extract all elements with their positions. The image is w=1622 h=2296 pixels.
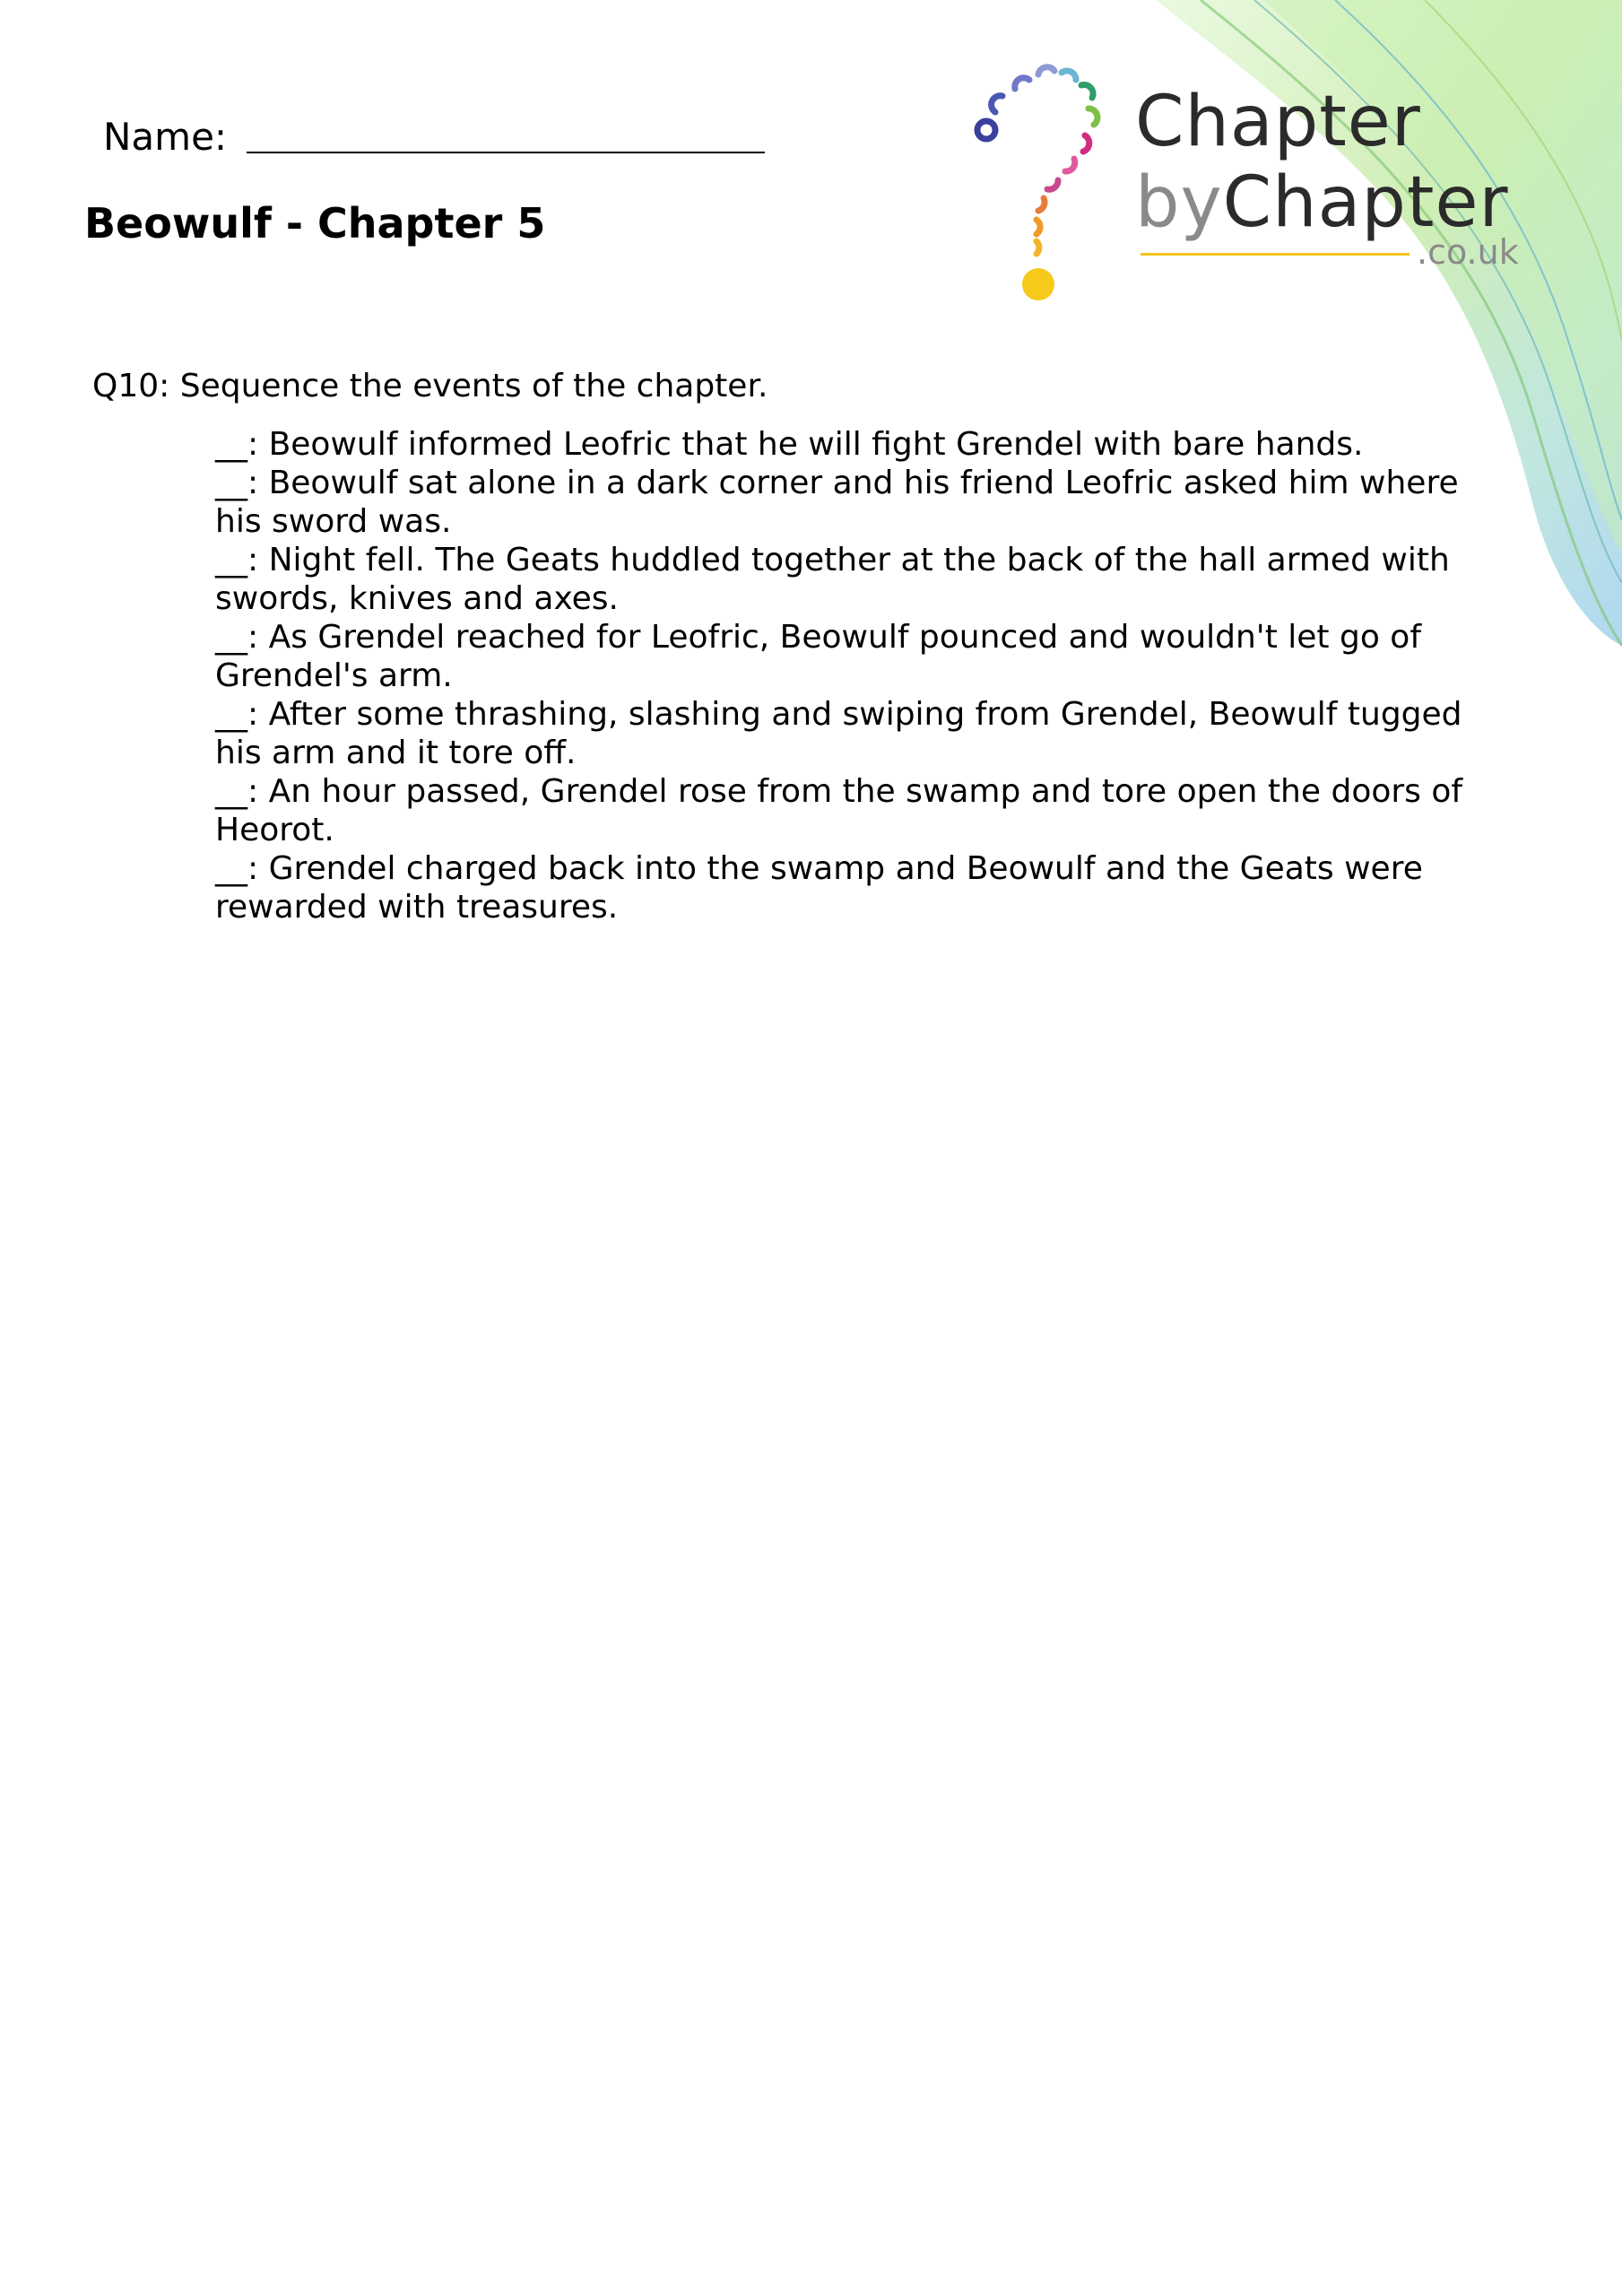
question-prompt: Q10: Sequence the events of the chapter.	[92, 368, 768, 404]
event-item: __: Beowulf informed Leofric that he will fight Grendel with bare hands.	[215, 426, 1364, 463]
event-item: __: After some thrashing, slashing and swiping from Grendel, Beowulf tugged his arm and it tore off.	[215, 696, 1462, 771]
name-label: Name:	[103, 115, 228, 159]
event-item: __: An hour passed, Grendel rose from the swamp and tore open the doors of Heorot.	[215, 773, 1463, 848]
event-item: __: Grendel charged back into the swamp and Beowulf and the Geats were rewarded with treasures.	[215, 850, 1423, 926]
logo-word-chapter: Chapter	[1135, 82, 1421, 162]
logo	[968, 49, 1551, 318]
event-item: __: Beowulf sat alone in a dark corner and his friend Leofric asked him where his sword was.	[215, 465, 1459, 540]
worksheet-title: Beowulf - Chapter 5	[84, 199, 546, 248]
name-blank-line	[247, 152, 765, 153]
logo-word-bychapter	[1135, 162, 1509, 243]
event-item: __: As Grendel reached for Leofric, Beowulf pounced and wouldn't let go of Grendel's arm.	[215, 619, 1421, 694]
logo-word-chapter-2: Chapter	[1222, 162, 1509, 243]
question-mark-books-icon	[968, 49, 1121, 309]
event-list	[215, 425, 1488, 926]
logo-underline	[1141, 253, 1409, 256]
logo-domain: .co.uk	[1417, 232, 1519, 272]
logo-word-by: by	[1135, 162, 1223, 243]
name-row	[103, 115, 765, 159]
event-item: __: Night fell. The Geats huddled together at the back of the hall armed with swords, knives and axes.	[215, 542, 1450, 617]
